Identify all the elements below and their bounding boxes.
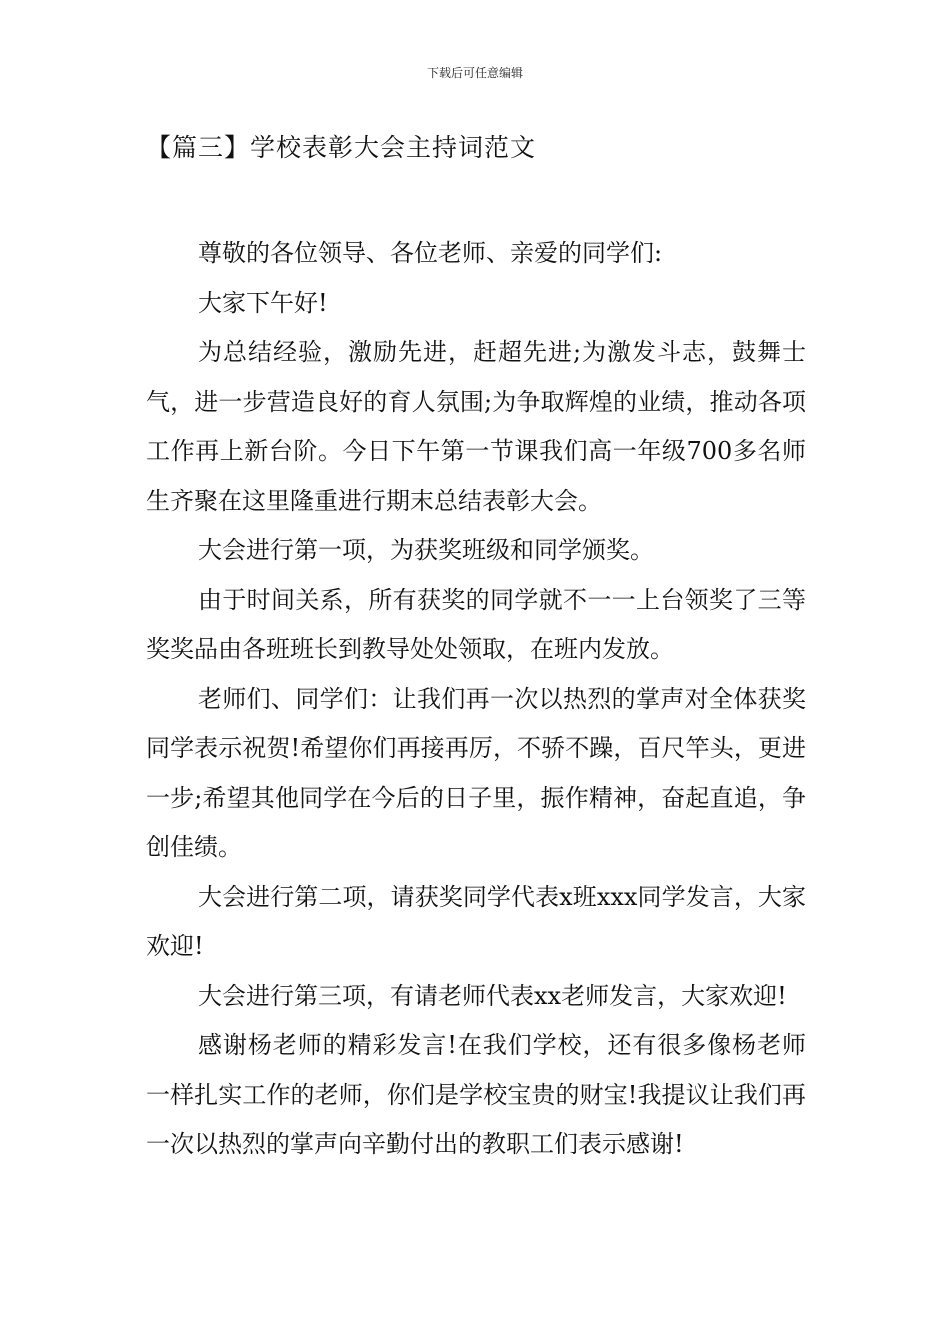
document-title: 【篇三】学校表彰大会主持词范文 <box>146 133 537 162</box>
paragraph-item-two: 大会进行第二项，请获奖同学代表x班xxx同学发言，大家欢迎! <box>146 882 806 960</box>
paragraph-salutation: 尊敬的各位领导、各位老师、亲爱的同学们: <box>198 239 663 267</box>
paragraph-congratulations: 老师们、同学们：让我们再一次以热烈的掌声对全体获奖同学表示祝贺!希望你们再接再厉，不骄不躁，百尺竿头，更进一步;希望其他同学在今后的日子里，振作精神，奋起直追，争创佳绩。 <box>146 684 806 861</box>
paragraph-item-three: 大会进行第三项，有请老师代表xx老师发言，大家欢迎! <box>198 981 787 1010</box>
paragraph-item-one: 大会进行第一项，为获奖班级和同学颁奖。 <box>198 536 654 564</box>
paragraph-greeting: 大家下午好! <box>198 288 328 317</box>
page-header-note: 下载后可任意编辑 <box>426 66 523 80</box>
paragraph-award-note: 由于时间关系，所有获奖的同学就不一一上台领奖了三等奖奖品由各班班长到教导处处领取，在班内发放。 <box>146 585 806 663</box>
document-body <box>146 229 806 1170</box>
paragraph-thanks: 感谢杨老师的精彩发言!在我们学校，还有很多像杨老师一样扎实工作的老师，你们是学校宝贵的财宝!我提议让我们再一次以热烈的掌声向辛勤付出的教职工们表示感谢! <box>146 1031 806 1158</box>
paragraph-purpose: 为总结经验，激励先进，赶超先进;为激发斗志，鼓舞士气，进一步营造良好的育人氛围;为争取辉煌的业绩，推动各项工作再上新台阶。今日下午第一节课我们高一年级700多名师生齐聚在这里隆重进行期末总结表彰大会。 <box>146 338 806 515</box>
